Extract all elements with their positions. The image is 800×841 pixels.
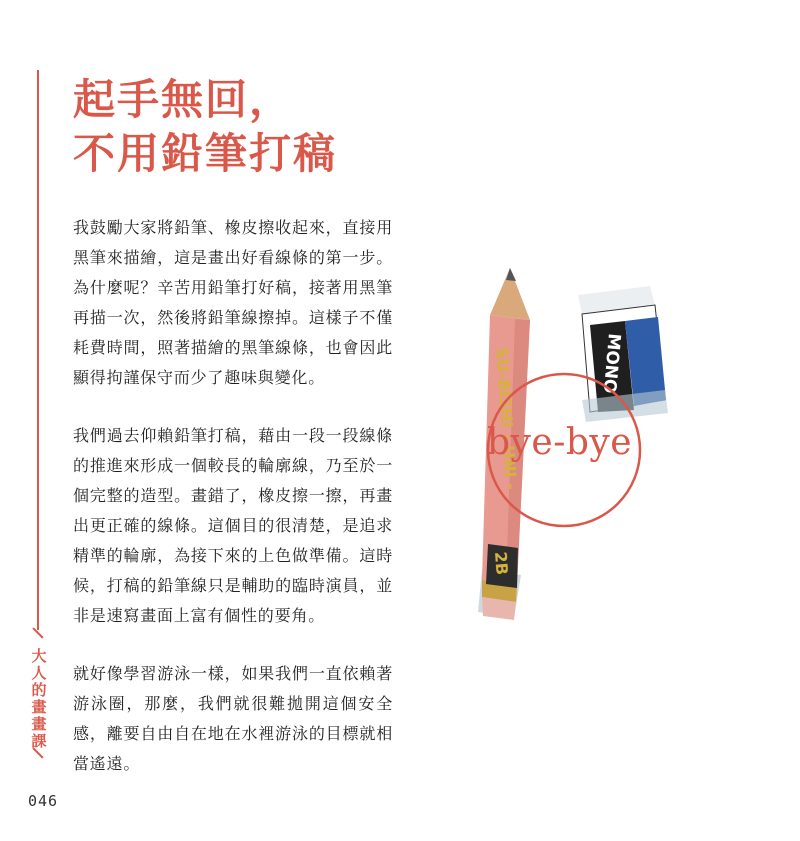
paragraph-1: 我鼓勵大家將鉛筆、橡皮擦收起來，直接用黑筆來描繪，這是畫出好看線條的第一步。為什麼呢？辛苦用鉛筆打好稿，接著用黑筆再描一次，然後將鉛筆線擦掉。這樣子不僅耗費時間，照著描繪的黑筆線條，也會因此顯得拘謹保守而少了趣味與變化。 <box>73 218 393 387</box>
pencil-label: SU-BISHI - UNI - <box>492 346 521 491</box>
page-title <box>73 73 337 181</box>
side-label <box>28 628 50 758</box>
page-number: 046 <box>28 792 59 810</box>
body-text <box>73 213 393 807</box>
book-title-vertical: 大人的畫畫課 <box>31 647 47 750</box>
side-slash-top <box>32 627 43 638</box>
pencil-grade: 2B <box>491 550 512 576</box>
paragraph-3: 就好像學習游泳一樣，如果我們一直依賴著游泳圈，那麼，我們就很難拋開這個安全感，離要自由自在地在水裡游泳的目標就相當遙遠。 <box>73 664 393 773</box>
side-rule <box>37 70 39 630</box>
eraser-label: MONO <box>598 332 624 395</box>
title-line-1: 起手無回， <box>73 75 294 124</box>
bye-bye-caption: bye-bye <box>487 422 633 463</box>
paragraph-2: 我們過去仰賴鉛筆打稿，藉由一段一段線條的推進來形成一個較長的輪廓線，乃至於一個完整的造型。畫錯了，橡皮擦一擦，再畫出更正確的線條。這個目的很清楚，是追求精準的輪廓，為接下來的上色做準備。這時候，打稿的鉛筆線只是輔助的臨時演員，並非是速寫畫面上富有個性的要角。 <box>73 426 393 625</box>
title-line-2: 不用鉛筆打稿 <box>73 129 338 178</box>
